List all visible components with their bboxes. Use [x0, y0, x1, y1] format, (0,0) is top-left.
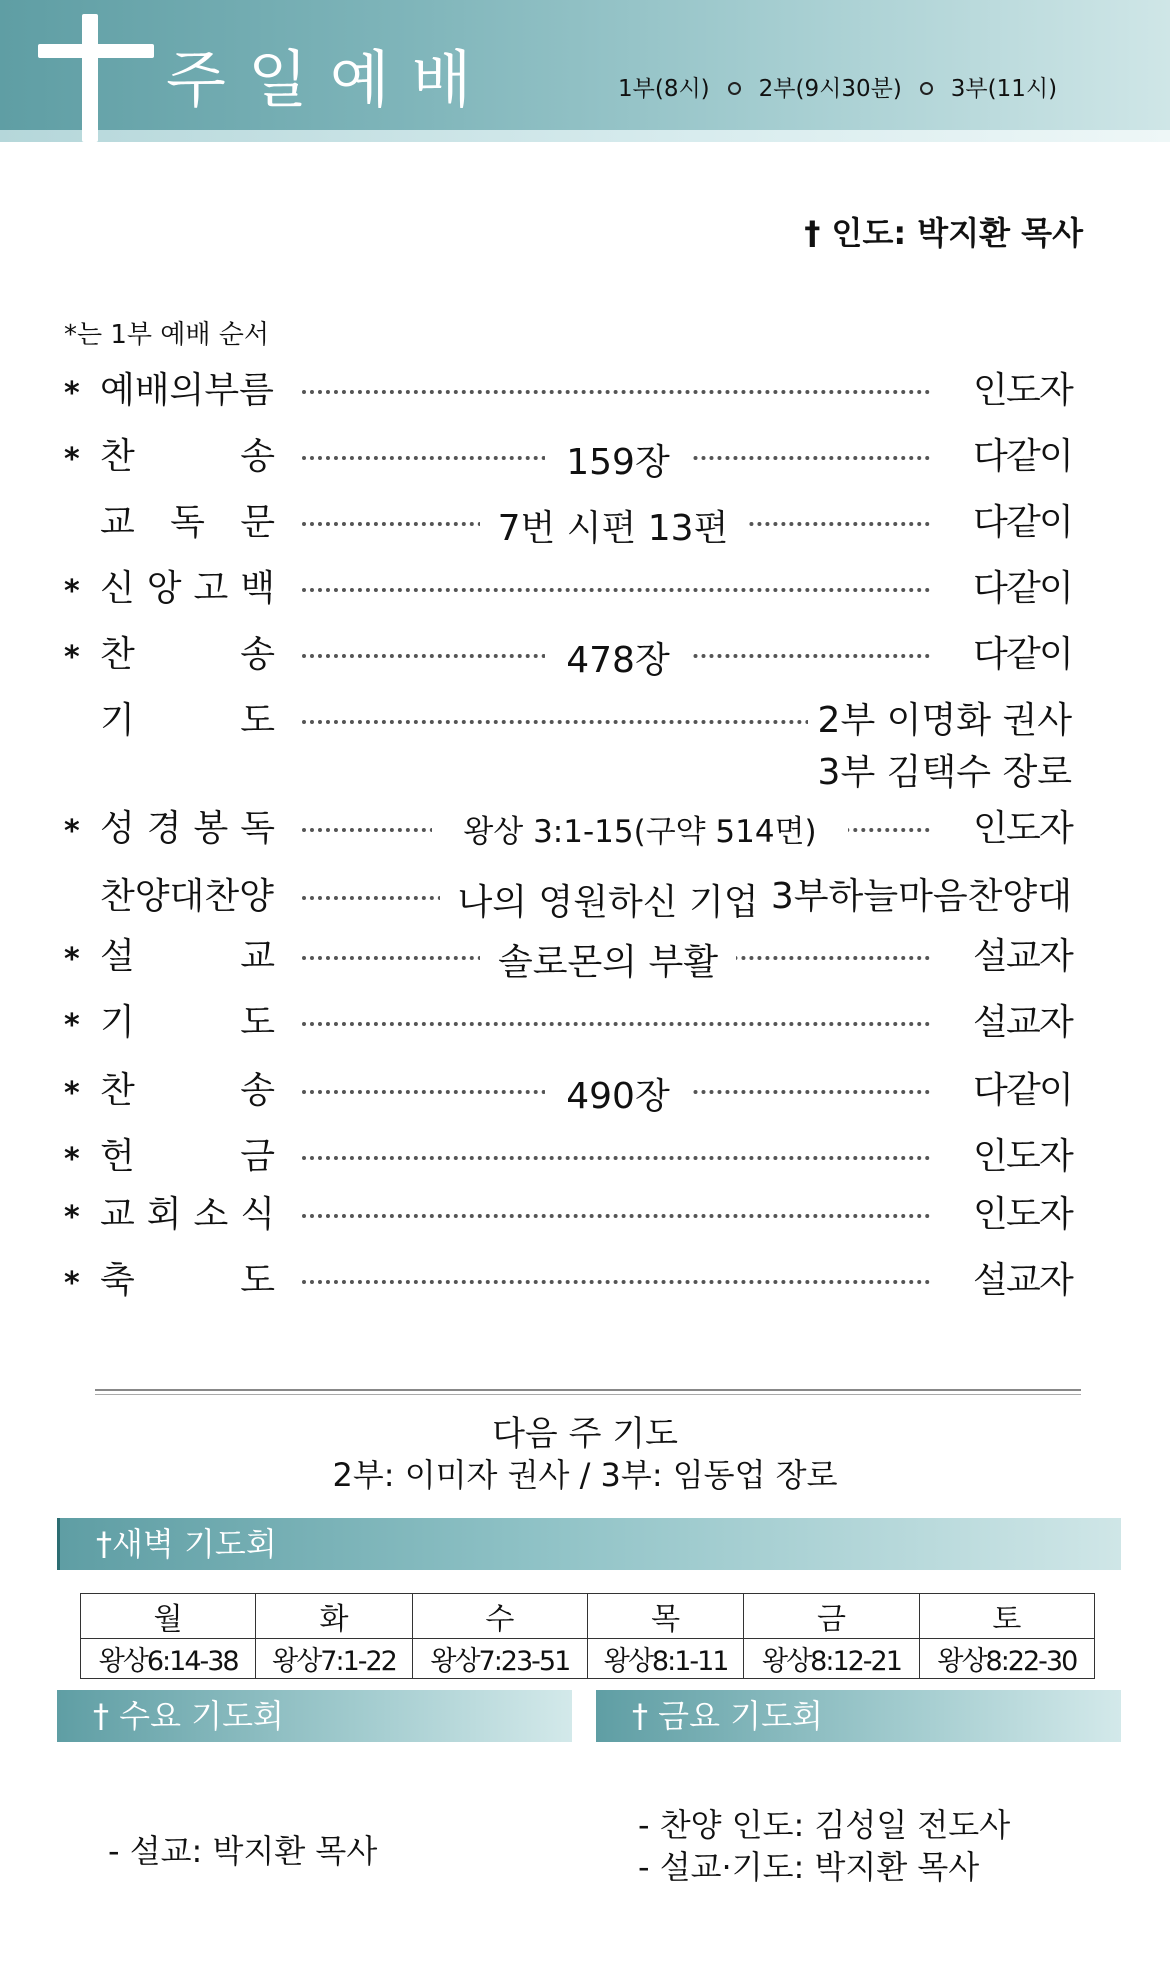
circle-separator-icon: [728, 82, 741, 95]
table-cell-ref: 왕상7:1-22: [256, 1639, 412, 1679]
order-label: 찬 송: [100, 634, 275, 675]
service-time-1: 1부(8시): [618, 76, 710, 102]
order-person: 다 같 이: [963, 626, 1072, 677]
order-row-continued: [0, 744, 1170, 794]
order-row: [0, 692, 1170, 742]
order-row: [0, 428, 1170, 483]
order-row: [0, 1252, 1170, 1302]
table-cell-day: 토: [919, 1594, 1094, 1639]
order-star: *: [64, 574, 80, 609]
service-time-2: 2부(9시30분): [758, 76, 902, 102]
order-row: [0, 994, 1170, 1044]
order-label: 찬 송: [100, 1070, 275, 1111]
order-row: [0, 928, 1170, 983]
order-person: 인 도 자: [963, 1186, 1072, 1237]
friday-praise-leader: - 찬양 인도: 김성일 전도사: [638, 1806, 1011, 1844]
order-detail: 왕상 3:1-15(구약 514면): [432, 806, 848, 851]
order-label: 성 경 봉 독: [100, 808, 275, 849]
wednesday-sermon: - 설교: 박지환 목사: [108, 1832, 378, 1870]
dotted-leader: [302, 1022, 930, 1026]
dotted-leader: [302, 390, 930, 394]
order-person: 다 같 이: [963, 494, 1072, 545]
order-star: *: [64, 376, 80, 411]
order-label: 찬 송: [100, 436, 275, 477]
order-label: 예배의부름: [100, 370, 274, 411]
wednesday-prayer-header: † 수요 기도회: [57, 1690, 572, 1742]
order-label: 헌 금: [100, 1136, 275, 1177]
order-star: *: [64, 640, 80, 675]
order-detail: 490장: [545, 1068, 691, 1119]
order-person: 다 같 이: [963, 560, 1072, 611]
table-cell-day: 수: [412, 1594, 587, 1639]
order-label: 축 도: [100, 1260, 275, 1301]
order-row: [0, 494, 1170, 549]
order-label: 설 교: [100, 936, 275, 977]
page-title: 주일예배: [166, 43, 494, 116]
table-cell-day: 금: [744, 1594, 919, 1639]
divider: [95, 1389, 1081, 1391]
order-label: 기 도: [100, 700, 275, 741]
order-label: 교 독 문: [100, 502, 275, 543]
order-star: *: [64, 1200, 80, 1235]
order-row: [0, 560, 1170, 610]
order-note: *는 1부 예배 순서: [64, 320, 270, 350]
table-cell-ref: 왕상8:1-11: [587, 1639, 743, 1679]
dotted-leader: [302, 1280, 930, 1284]
order-star: *: [64, 1008, 80, 1043]
cross-icon: [82, 14, 98, 142]
order-label: 교 회 소 식: [100, 1194, 275, 1235]
order-person: 설 교 자: [963, 994, 1072, 1045]
order-detail: 7번 시편 13편: [480, 500, 746, 551]
table-cell-ref: 왕상6:14-38: [81, 1639, 256, 1679]
order-label: 찬양대찬양: [100, 876, 274, 917]
order-person: 2부 이명화 권사: [808, 692, 1072, 743]
dawn-prayer-table: [80, 1593, 1095, 1679]
dotted-leader: [302, 588, 930, 592]
table-cell-ref: 왕상8:12-21: [744, 1639, 919, 1679]
worship-leader: † 인도: 박지환 목사: [804, 214, 1083, 252]
order-row: [0, 362, 1170, 412]
order-person: 인 도 자: [963, 800, 1072, 851]
order-person: 다 같 이: [963, 428, 1072, 479]
order-detail: 나의 영원하신 기업: [440, 874, 776, 925]
order-detail: 478장: [545, 632, 691, 683]
dotted-leader: [302, 1156, 930, 1160]
next-prayer-title: 다음 주 기도: [492, 1414, 678, 1454]
table-cell-day: 목: [587, 1594, 743, 1639]
service-time-3: 3부(11시): [950, 76, 1058, 102]
order-person: 설 교 자: [963, 1252, 1072, 1303]
order-row: [0, 1062, 1170, 1117]
order-person: 다 같 이: [963, 1062, 1072, 1113]
order-person: 인 도 자: [963, 362, 1072, 413]
order-star: *: [64, 814, 80, 849]
order-label: 신 앙 고 백: [100, 568, 275, 609]
circle-separator-icon: [920, 82, 933, 95]
order-row: [0, 626, 1170, 681]
friday-prayer-header: † 금요 기도회: [596, 1690, 1121, 1742]
order-star: *: [64, 442, 80, 477]
dawn-prayer-header: †새벽 기도회: [57, 1518, 1121, 1570]
dotted-leader: [302, 1214, 930, 1218]
order-label: 기 도: [100, 1002, 275, 1043]
next-prayer-names: 2부: 이미자 권사 / 3부: 임동업 장로: [332, 1456, 838, 1494]
order-row: [0, 1128, 1170, 1178]
order-detail: 159장: [545, 434, 691, 485]
header-edge: [0, 130, 1170, 142]
divider: [95, 1394, 1081, 1395]
order-star: *: [64, 1076, 80, 1111]
order-person: 3부 김택수 장로: [808, 744, 1072, 795]
order-row: [0, 868, 1170, 923]
order-star: *: [64, 1142, 80, 1177]
friday-sermon: - 설교·기도: 박지환 목사: [638, 1848, 980, 1886]
order-person: 인 도 자: [963, 1128, 1072, 1179]
table-cell-ref: 왕상8:22-30: [919, 1639, 1094, 1679]
order-detail: 솔로몬의 부활: [480, 934, 736, 985]
order-star: *: [64, 1266, 80, 1301]
table-cell-ref: 왕상7:23-51: [412, 1639, 587, 1679]
order-row: [0, 1186, 1170, 1236]
order-person: 설 교 자: [963, 928, 1072, 979]
order-row: [0, 800, 1170, 850]
table-cell-day: 월: [81, 1594, 256, 1639]
order-person: 3부하늘마음찬양대: [761, 868, 1072, 919]
service-times: [618, 70, 1057, 103]
order-star: *: [64, 942, 80, 977]
table-cell-day: 화: [256, 1594, 412, 1639]
cross-icon-bar: [38, 44, 154, 58]
